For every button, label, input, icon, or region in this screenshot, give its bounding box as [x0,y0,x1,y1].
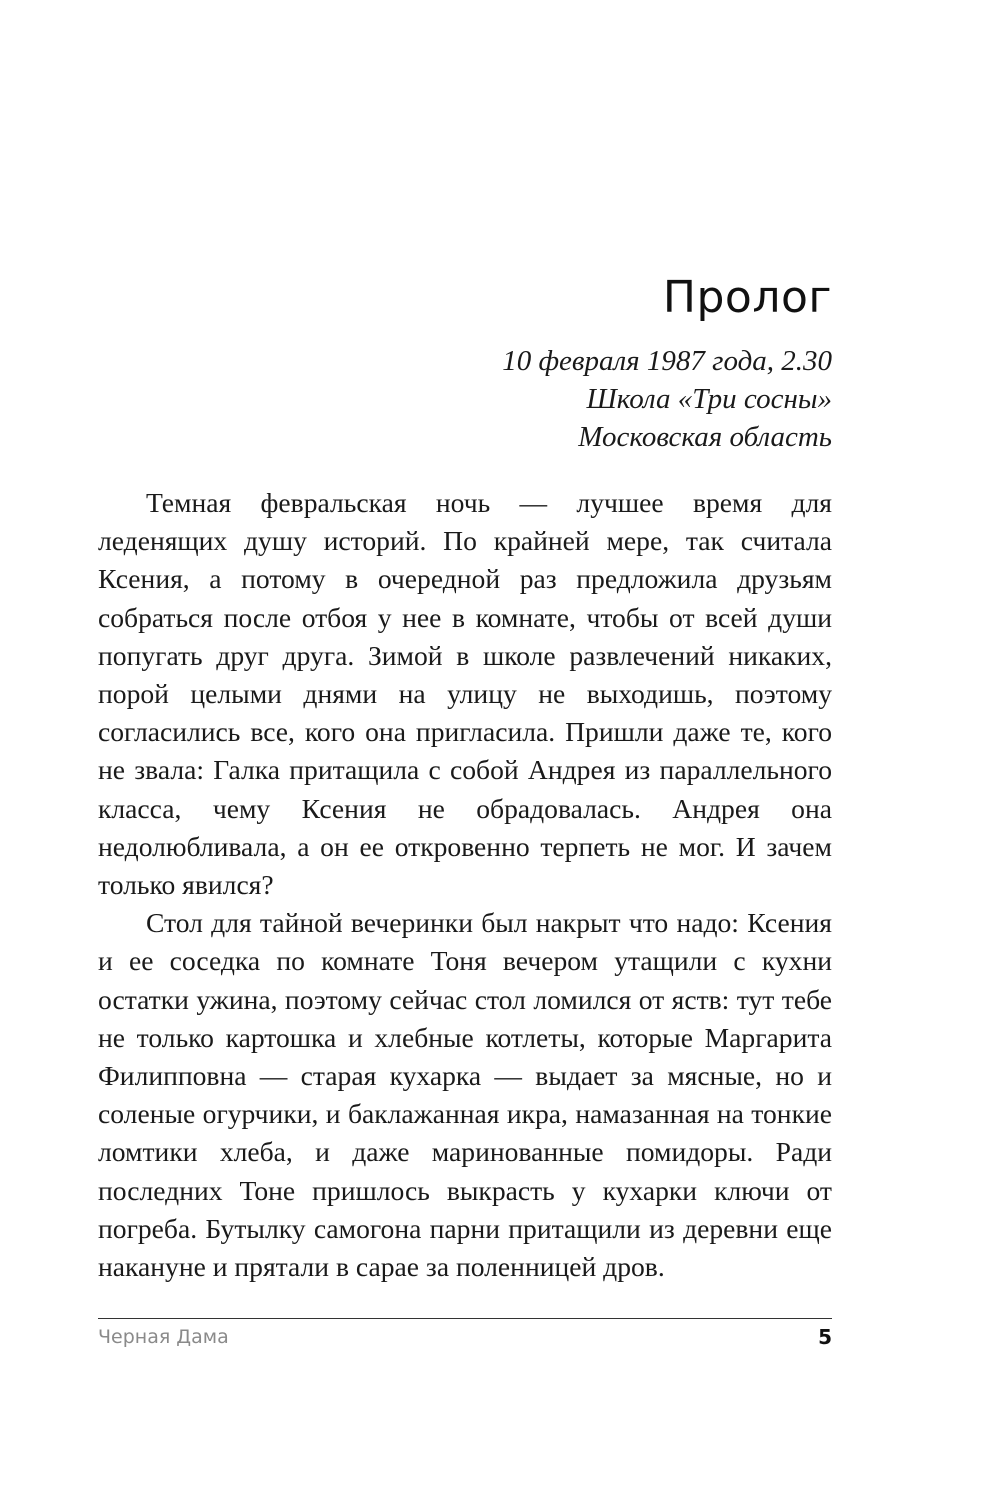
epigraph-date: 10 февраля 1987 года, 2.30 [502,345,832,377]
footer-divider [98,1318,832,1319]
paragraph-2: Стол для тайной вечеринки был накрыт что надо: Ксения и ее соседка по комнате Тоня вечером утащили с кухни остатки ужина, поэтому сейчас стол ломился от яств: тут тебе не только картошка и хлебные котлеты, которые Маргарита Филипповна — старая кухарка — выдает за мясные, но и соленые огурчики, и баклажанная икра, намазанная на тонкие ломтики хлеба, и даже маринованные помидоры. Ради последних Тоне пришлось выкрасть у кухарки ключи от погреба. Бутылку самогона парни притащили из деревни еще накануне и прятали в сарае за поленницей дров. [98,907,832,1283]
page-number: 5 [818,1325,832,1349]
running-footer-title: Черная Дама [98,1326,229,1348]
chapter-title: Пролог [662,272,832,323]
epigraph-place: Школа «Три сосны» [586,383,832,415]
paragraph-1: Темная февральская ночь — лучшее время для леденящих душу историй. По крайней мере, так считала Ксения, а потому в очередной раз предложила друзьям собраться после отбоя у нее в комнате, чтобы от всей души попугать друг друга. Зимой в школе развлечений никаких, порой целыми днями на улицу не выходишь, поэтому согласились все, кого она пригласила. Пришли даже те, кого не звала: Галка притащила с собой Андрея из параллельного класса, чему Ксения не обрадовалась. Андрея она недолюбливала, а он ее откровенно терпеть не мог. И зачем только явился? [98,487,832,901]
epigraph-region: Московская область [578,421,832,453]
epigraph [502,342,832,456]
chapter-body [98,484,832,1286]
